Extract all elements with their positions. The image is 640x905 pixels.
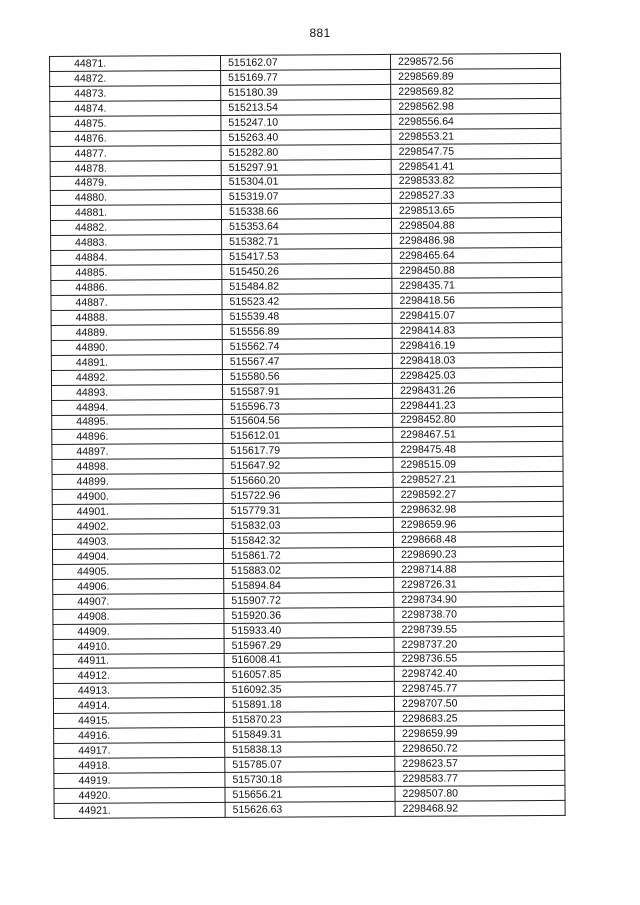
point-number-cell: 44881. — [50, 205, 221, 221]
easting-cell: 515920.36 — [224, 607, 394, 623]
northing-cell: 2298592.27 — [393, 487, 563, 503]
point-number-cell: 44901. — [52, 504, 223, 520]
point-number-cell: 44905. — [53, 563, 224, 579]
easting-cell: 515169.77 — [221, 69, 391, 85]
point-number-cell: 44915. — [54, 713, 225, 729]
northing-cell: 2298659.99 — [395, 726, 565, 742]
northing-cell: 2298435.71 — [392, 277, 562, 293]
northing-cell: 2298742.40 — [394, 666, 564, 682]
easting-cell: 515849.31 — [225, 727, 395, 743]
point-number-cell: 44873. — [50, 85, 221, 101]
point-number-cell: 44887. — [51, 294, 222, 310]
northing-cell: 2298431.26 — [393, 382, 563, 398]
point-number-cell: 44920. — [54, 787, 225, 803]
northing-cell: 2298714.88 — [394, 561, 564, 577]
northing-cell: 2298683.25 — [395, 711, 565, 727]
northing-cell: 2298739.55 — [394, 621, 564, 637]
easting-cell: 515832.03 — [223, 517, 393, 533]
northing-cell: 2298541.41 — [391, 158, 561, 174]
northing-cell: 2298418.03 — [392, 352, 562, 368]
northing-cell: 2298450.88 — [392, 262, 562, 278]
easting-cell: 515617.79 — [223, 443, 393, 459]
northing-cell: 2298632.98 — [393, 501, 563, 517]
northing-cell: 2298659.96 — [393, 516, 563, 532]
point-number-cell: 44917. — [54, 743, 225, 759]
easting-cell: 515870.23 — [225, 712, 395, 728]
northing-cell: 2298533.82 — [391, 173, 561, 189]
point-number-cell: 44903. — [52, 533, 223, 549]
easting-cell: 515647.92 — [223, 458, 393, 474]
northing-cell: 2298707.50 — [394, 696, 564, 712]
easting-cell: 515382.71 — [222, 234, 392, 250]
northing-cell: 2298734.90 — [394, 591, 564, 607]
northing-cell: 2298569.89 — [391, 68, 561, 84]
easting-cell: 515338.66 — [221, 204, 391, 220]
northing-cell: 2298745.77 — [394, 681, 564, 697]
northing-cell: 2298527.33 — [391, 188, 561, 204]
point-number-cell: 44894. — [52, 399, 223, 415]
northing-cell: 2298468.92 — [395, 800, 565, 816]
easting-cell: 516092.35 — [224, 682, 394, 698]
northing-cell: 2298623.57 — [395, 755, 565, 771]
easting-cell: 515580.56 — [222, 368, 392, 384]
easting-cell: 515596.73 — [223, 398, 393, 414]
point-number-cell: 44874. — [50, 100, 221, 116]
point-number-cell: 44890. — [51, 339, 222, 355]
point-number-cell: 44900. — [52, 489, 223, 505]
easting-cell: 515907.72 — [224, 592, 394, 608]
point-number-cell: 44914. — [53, 698, 224, 714]
easting-cell: 515779.31 — [223, 503, 393, 519]
easting-cell: 515450.26 — [222, 264, 392, 280]
point-number-cell: 44891. — [51, 354, 222, 370]
northing-cell: 2298504.88 — [392, 218, 562, 234]
point-number-cell: 44912. — [53, 668, 224, 684]
point-number-cell: 44921. — [54, 802, 225, 818]
northing-cell: 2298556.64 — [391, 113, 561, 129]
northing-cell: 2298475.48 — [393, 442, 563, 458]
point-number-cell: 44880. — [50, 190, 221, 206]
easting-cell: 515730.18 — [225, 771, 395, 787]
easting-cell: 515891.18 — [224, 697, 394, 713]
easting-cell: 515353.64 — [222, 219, 392, 235]
easting-cell: 515263.40 — [221, 129, 391, 145]
northing-cell: 2298726.31 — [394, 576, 564, 592]
northing-cell: 2298562.98 — [391, 98, 561, 114]
easting-cell: 515967.29 — [224, 637, 394, 653]
northing-cell: 2298572.56 — [390, 53, 560, 69]
northing-cell: 2298547.75 — [391, 143, 561, 159]
point-number-cell: 44876. — [50, 130, 221, 146]
northing-cell: 2298452.80 — [393, 412, 563, 428]
point-number-cell: 44882. — [51, 220, 222, 236]
easting-cell: 515722.96 — [223, 488, 393, 504]
point-number-cell: 44889. — [51, 324, 222, 340]
easting-cell: 515523.42 — [222, 293, 392, 309]
point-number-cell: 44895. — [52, 414, 223, 430]
northing-cell: 2298486.98 — [392, 233, 562, 249]
point-number-cell: 44888. — [51, 309, 222, 325]
northing-cell: 2298441.23 — [393, 397, 563, 413]
point-number-cell: 44918. — [54, 758, 225, 774]
point-number-cell: 44872. — [50, 70, 221, 86]
point-number-cell: 44904. — [53, 548, 224, 564]
point-number-cell: 44893. — [52, 384, 223, 400]
point-number-cell: 44886. — [51, 280, 222, 296]
easting-cell: 515417.53 — [222, 249, 392, 265]
easting-cell: 515604.56 — [223, 413, 393, 429]
point-number-cell: 44909. — [53, 623, 224, 639]
coordinates-table-body — [50, 53, 566, 818]
easting-cell: 515282.80 — [221, 144, 391, 160]
point-number-cell: 44906. — [53, 578, 224, 594]
point-number-cell: 44892. — [51, 369, 222, 385]
easting-cell: 515297.91 — [221, 159, 391, 175]
easting-cell: 515660.20 — [223, 473, 393, 489]
northing-cell: 2298416.19 — [392, 337, 562, 353]
easting-cell: 515861.72 — [224, 547, 394, 563]
northing-cell: 2298425.03 — [392, 367, 562, 383]
point-number-cell: 44907. — [53, 593, 224, 609]
northing-cell: 2298583.77 — [395, 770, 565, 786]
coordinates-table — [49, 53, 566, 819]
point-number-cell: 44885. — [51, 265, 222, 281]
easting-cell: 515626.63 — [225, 801, 395, 817]
northing-cell: 2298415.07 — [392, 307, 562, 323]
northing-cell: 2298414.83 — [392, 322, 562, 338]
northing-cell: 2298507.80 — [395, 785, 565, 801]
northing-cell: 2298736.55 — [394, 651, 564, 667]
easting-cell: 516057.85 — [224, 667, 394, 683]
easting-cell: 515785.07 — [225, 756, 395, 772]
easting-cell: 515247.10 — [221, 114, 391, 130]
northing-cell: 2298553.21 — [391, 128, 561, 144]
easting-cell: 515894.84 — [224, 577, 394, 593]
easting-cell: 515567.47 — [222, 353, 392, 369]
point-number-cell: 44910. — [53, 638, 224, 654]
easting-cell: 515319.07 — [221, 189, 391, 205]
northing-cell: 2298513.65 — [391, 203, 561, 219]
table-row — [54, 800, 565, 818]
point-number-cell: 44916. — [54, 728, 225, 744]
easting-cell: 515556.89 — [222, 323, 392, 339]
point-number-cell: 44875. — [50, 115, 221, 131]
easting-cell: 515562.74 — [222, 338, 392, 354]
easting-cell: 516008.41 — [224, 652, 394, 668]
point-number-cell: 44908. — [53, 608, 224, 624]
point-number-cell: 44896. — [52, 429, 223, 445]
easting-cell: 515180.39 — [221, 84, 391, 100]
easting-cell: 515933.40 — [224, 622, 394, 638]
easting-cell: 515656.21 — [225, 786, 395, 802]
point-number-cell: 44919. — [54, 772, 225, 788]
northing-cell: 2298738.70 — [394, 606, 564, 622]
easting-cell: 515842.32 — [223, 532, 393, 548]
point-number-cell: 44883. — [51, 235, 222, 251]
northing-cell: 2298690.23 — [394, 546, 564, 562]
northing-cell: 2298668.48 — [393, 531, 563, 547]
easting-cell: 515587.91 — [223, 383, 393, 399]
point-number-cell: 44899. — [52, 474, 223, 490]
point-number-cell: 44913. — [53, 683, 224, 699]
northing-cell: 2298569.82 — [391, 83, 561, 99]
easting-cell: 515883.02 — [224, 562, 394, 578]
page-number: 881 — [309, 26, 331, 40]
northing-cell: 2298418.56 — [392, 292, 562, 308]
point-number-cell: 44902. — [52, 519, 223, 535]
point-number-cell: 44878. — [50, 160, 221, 176]
easting-cell: 515539.48 — [222, 308, 392, 324]
point-number-cell: 44897. — [52, 444, 223, 460]
northing-cell: 2298527.21 — [393, 472, 563, 488]
northing-cell: 2298465.64 — [392, 248, 562, 264]
point-number-cell: 44911. — [53, 653, 224, 669]
easting-cell: 515304.01 — [221, 174, 391, 190]
point-number-cell: 44898. — [52, 459, 223, 475]
northing-cell: 2298737.20 — [394, 636, 564, 652]
easting-cell: 515612.01 — [223, 428, 393, 444]
northing-cell: 2298650.72 — [395, 740, 565, 756]
northing-cell: 2298467.51 — [393, 427, 563, 443]
easting-cell: 515162.07 — [220, 54, 390, 70]
point-number-cell: 44884. — [51, 250, 222, 266]
point-number-cell: 44877. — [50, 145, 221, 161]
easting-cell: 515484.82 — [222, 278, 392, 294]
point-number-cell: 44879. — [50, 175, 221, 191]
easting-cell: 515838.13 — [225, 742, 395, 758]
point-number-cell: 44871. — [50, 55, 221, 71]
easting-cell: 515213.54 — [221, 99, 391, 115]
northing-cell: 2298515.09 — [393, 457, 563, 473]
